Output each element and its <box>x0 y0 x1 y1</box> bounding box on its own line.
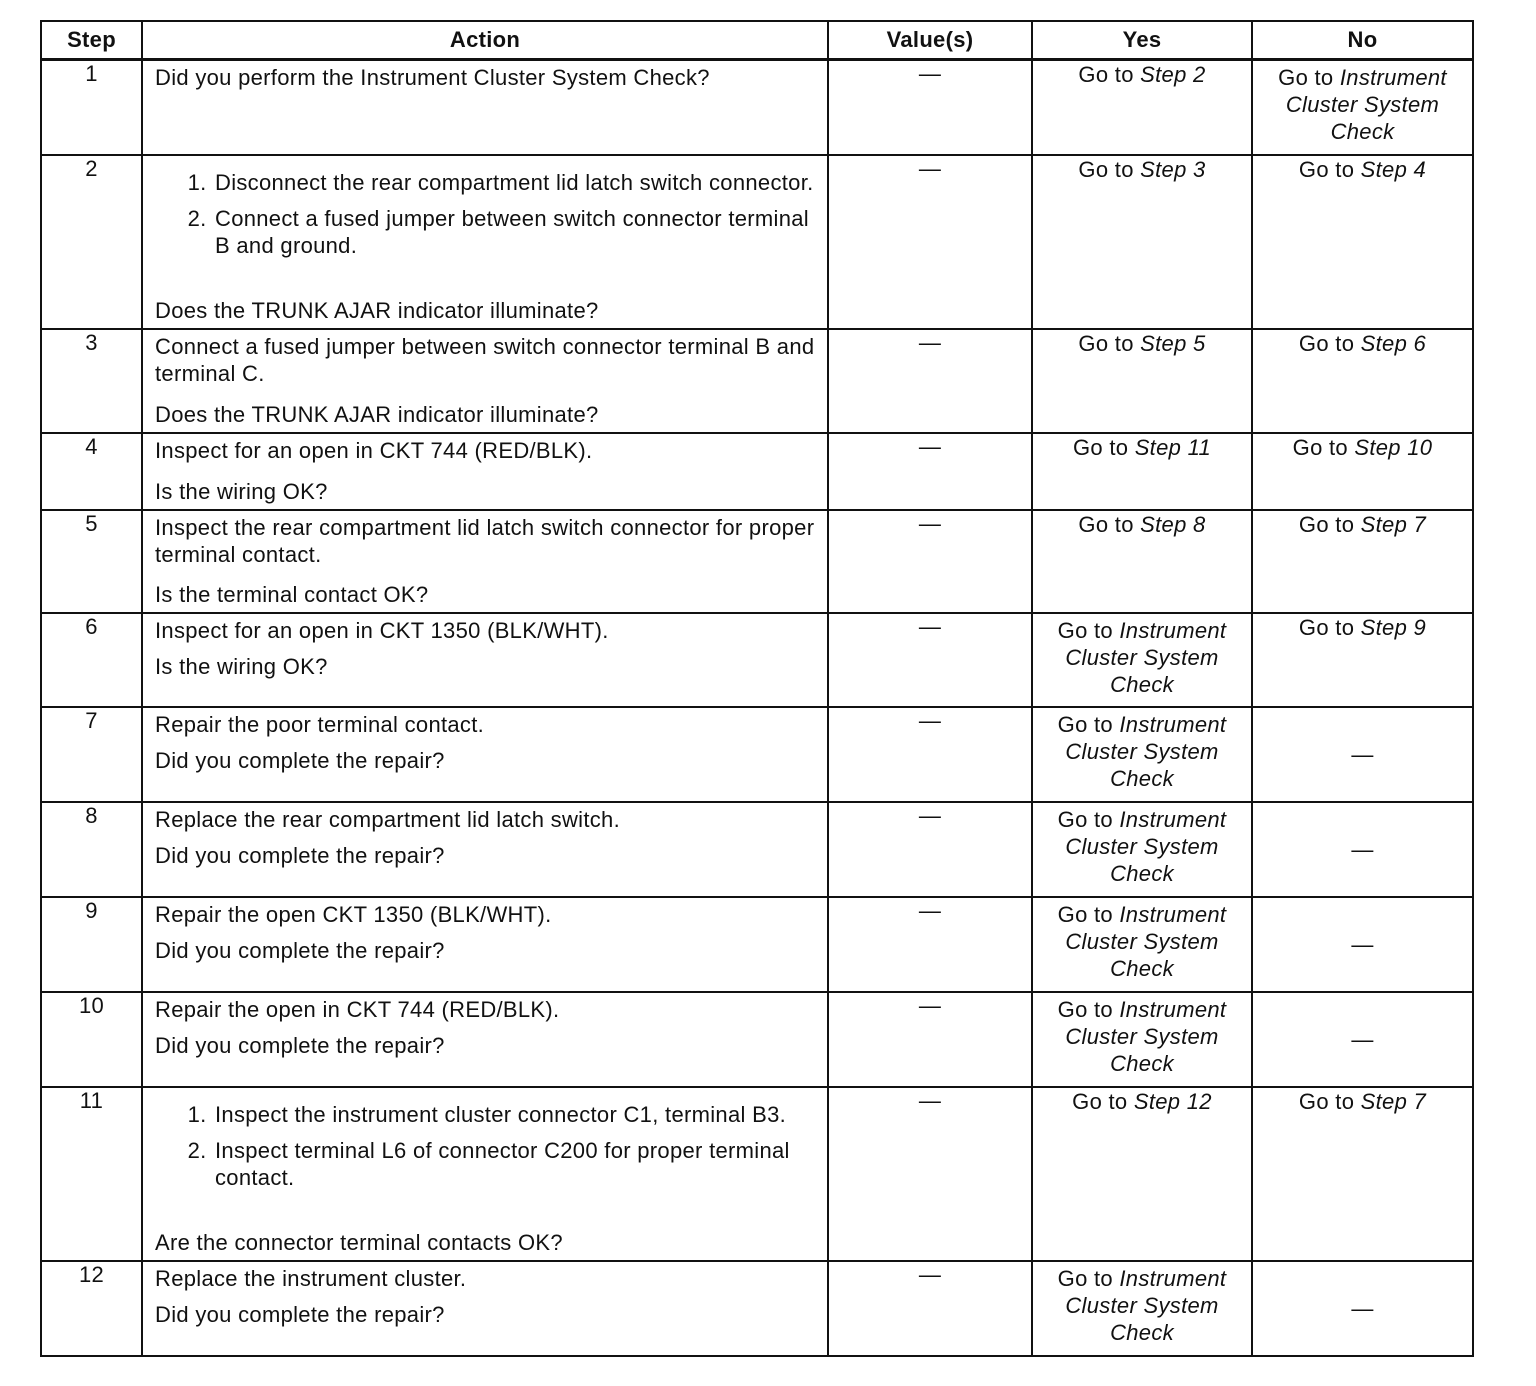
goto-prefix: Go to <box>1298 614 1361 640</box>
goto-target: Step 8 <box>1140 511 1206 537</box>
header-values: Value(s) <box>828 21 1032 59</box>
goto-target: Instrument Cluster System Check <box>1065 901 1227 981</box>
action-text: Did you complete the repair? <box>155 1032 445 1058</box>
goto-prefix: Go to <box>1292 434 1355 460</box>
goto-target: Step 3 <box>1140 156 1206 182</box>
value-cell: — <box>828 802 1032 897</box>
value-cell: — <box>828 1261 1032 1356</box>
action-cell <box>142 897 828 992</box>
goto-prefix: Go to <box>1057 806 1120 832</box>
goto-target: Step 7 <box>1360 511 1427 537</box>
goto-prefix: Go to <box>1078 330 1141 356</box>
goto-prefix: Go to <box>1298 511 1361 537</box>
goto-prefix: Go to <box>1298 330 1361 356</box>
goto-target: Step 10 <box>1354 434 1433 460</box>
header-no: No <box>1252 21 1473 59</box>
goto-prefix: Go to <box>1057 1265 1120 1291</box>
action-text: Did you complete the repair? <box>155 747 445 773</box>
table-row <box>41 1087 1473 1261</box>
step-number: 1 <box>41 59 142 155</box>
yes-cell <box>1032 1261 1252 1356</box>
yes-cell <box>1032 329 1252 433</box>
value-cell: — <box>828 510 1032 613</box>
action-text: Did you perform the Instrument Cluster System Check? <box>155 64 710 90</box>
action-text: Connect a fused jumper between switch connector terminal B and terminal C. <box>155 333 815 386</box>
action-text: Repair the open in CKT 744 (RED/BLK). <box>155 996 560 1022</box>
no-cell <box>1252 433 1473 510</box>
no-cell <box>1252 155 1473 329</box>
action-step-item: 1. Disconnect the rear compartment lid latch switch connector. <box>213 169 815 196</box>
goto-target: Step 4 <box>1360 156 1427 182</box>
yes-cell <box>1032 155 1252 329</box>
value-cell: — <box>828 707 1032 802</box>
no-cell <box>1252 59 1473 155</box>
diagnostic-table <box>40 20 1474 1357</box>
yes-cell <box>1032 897 1252 992</box>
goto-prefix: Go to <box>1057 901 1120 927</box>
value-cell: — <box>828 329 1032 433</box>
step-number: 2 <box>41 155 142 329</box>
yes-cell <box>1032 992 1252 1087</box>
action-text: Did you complete the repair? <box>155 1301 445 1327</box>
goto-target: Step 12 <box>1133 1088 1212 1114</box>
goto-prefix: Go to <box>1072 1088 1134 1114</box>
table-row <box>41 155 1473 329</box>
step-number: 7 <box>41 707 142 802</box>
action-text: Inspect for an open in CKT 1350 (BLK/WHT). <box>155 617 609 643</box>
goto-prefix: Go to <box>1057 617 1120 643</box>
step-number: 5 <box>41 510 142 613</box>
no-cell: — <box>1252 1261 1473 1356</box>
table-row <box>41 510 1473 613</box>
goto-target: Instrument Cluster System Check <box>1065 996 1227 1076</box>
action-text: Did you complete the repair? <box>155 937 445 963</box>
action-text: Inspect for an open in CKT 744 (RED/BLK). <box>155 437 593 463</box>
goto-prefix: Go to <box>1298 1088 1361 1114</box>
action-cell <box>142 510 828 613</box>
no-cell: — <box>1252 802 1473 897</box>
no-cell <box>1252 613 1473 707</box>
header-action: Action <box>142 21 828 59</box>
header-yes: Yes <box>1032 21 1252 59</box>
no-cell: — <box>1252 707 1473 802</box>
action-cell <box>142 1087 828 1261</box>
step-number: 6 <box>41 613 142 707</box>
table-row <box>41 329 1473 433</box>
goto-prefix: Go to <box>1298 156 1361 182</box>
step-number: 10 <box>41 992 142 1087</box>
step-number: 11 <box>41 1087 142 1261</box>
action-question: Does the TRUNK AJAR indicator illuminate? <box>155 401 599 427</box>
value-cell: — <box>828 897 1032 992</box>
table-row <box>41 707 1473 802</box>
goto-prefix: Go to <box>1078 511 1141 537</box>
header-step: Step <box>41 21 142 59</box>
action-cell <box>142 613 828 707</box>
yes-cell <box>1032 613 1252 707</box>
yes-cell <box>1032 802 1252 897</box>
action-steps-list <box>155 169 815 259</box>
goto-target: Step 2 <box>1140 61 1206 87</box>
table-row <box>41 433 1473 510</box>
goto-target: Step 9 <box>1360 614 1427 640</box>
goto-target: Step 5 <box>1140 330 1206 356</box>
yes-cell <box>1032 59 1252 155</box>
goto-target: Step 7 <box>1360 1088 1427 1114</box>
goto-prefix: Go to <box>1078 61 1141 87</box>
goto-target: Instrument Cluster System Check <box>1065 1265 1227 1345</box>
action-step-item: 1. Inspect the instrument cluster connector C1, terminal B3. <box>213 1101 815 1128</box>
goto-target: Instrument Cluster System Check <box>1065 711 1227 791</box>
goto-target: Instrument Cluster System Check <box>1285 64 1447 144</box>
step-number: 8 <box>41 802 142 897</box>
action-text: Inspect the rear compartment lid latch switch connector for proper terminal contact. <box>155 514 815 567</box>
action-cell <box>142 707 828 802</box>
goto-target: Step 11 <box>1134 434 1212 460</box>
action-question: Is the wiring OK? <box>155 478 328 504</box>
action-cell <box>142 802 828 897</box>
step-number: 12 <box>41 1261 142 1356</box>
goto-prefix: Go to <box>1057 711 1120 737</box>
goto-prefix: Go to <box>1072 434 1135 460</box>
value-cell: — <box>828 613 1032 707</box>
step-number: 9 <box>41 897 142 992</box>
goto-target: Step 6 <box>1360 330 1427 356</box>
action-text: Repair the poor terminal contact. <box>155 711 485 737</box>
action-question: Does the TRUNK AJAR indicator illuminate? <box>155 297 599 323</box>
table-row <box>41 992 1473 1087</box>
step-number: 3 <box>41 329 142 433</box>
step-number: 4 <box>41 433 142 510</box>
yes-cell <box>1032 1087 1252 1261</box>
yes-cell <box>1032 510 1252 613</box>
action-cell <box>142 329 828 433</box>
action-cell <box>142 1261 828 1356</box>
action-cell <box>142 433 828 510</box>
goto-target: Instrument Cluster System Check <box>1065 617 1227 697</box>
action-question: Is the terminal contact OK? <box>155 581 429 607</box>
table-row <box>41 1261 1473 1356</box>
value-cell: — <box>828 59 1032 155</box>
goto-target: Instrument Cluster System Check <box>1065 806 1227 886</box>
goto-prefix: Go to <box>1078 156 1141 182</box>
action-steps-list <box>155 1101 815 1191</box>
action-text: Replace the rear compartment lid latch switch. <box>155 806 620 832</box>
table-row <box>41 613 1473 707</box>
action-text: Did you complete the repair? <box>155 842 445 868</box>
goto-prefix: Go to <box>1278 64 1340 90</box>
yes-cell <box>1032 707 1252 802</box>
action-step-item: 2. Connect a fused jumper between switch connector terminal B and ground. <box>213 205 815 259</box>
header-row <box>41 21 1473 59</box>
action-cell <box>142 155 828 329</box>
action-text: Repair the open CKT 1350 (BLK/WHT). <box>155 901 552 927</box>
value-cell: — <box>828 155 1032 329</box>
action-cell <box>142 59 828 155</box>
yes-cell <box>1032 433 1252 510</box>
no-cell <box>1252 329 1473 433</box>
action-cell <box>142 992 828 1087</box>
table-row <box>41 802 1473 897</box>
action-step-item: 2. Inspect terminal L6 of connector C200 for proper terminal contact. <box>213 1137 815 1191</box>
no-cell: — <box>1252 992 1473 1087</box>
table-body <box>41 59 1473 1356</box>
value-cell: — <box>828 433 1032 510</box>
action-question: Are the connector terminal contacts OK? <box>155 1229 563 1255</box>
action-text: Replace the instrument cluster. <box>155 1265 467 1291</box>
table-row <box>41 59 1473 155</box>
no-cell <box>1252 510 1473 613</box>
no-cell: — <box>1252 897 1473 992</box>
goto-prefix: Go to <box>1057 996 1120 1022</box>
action-text: Is the wiring OK? <box>155 653 328 679</box>
table-row <box>41 897 1473 992</box>
no-cell <box>1252 1087 1473 1261</box>
value-cell: — <box>828 1087 1032 1261</box>
value-cell: — <box>828 992 1032 1087</box>
